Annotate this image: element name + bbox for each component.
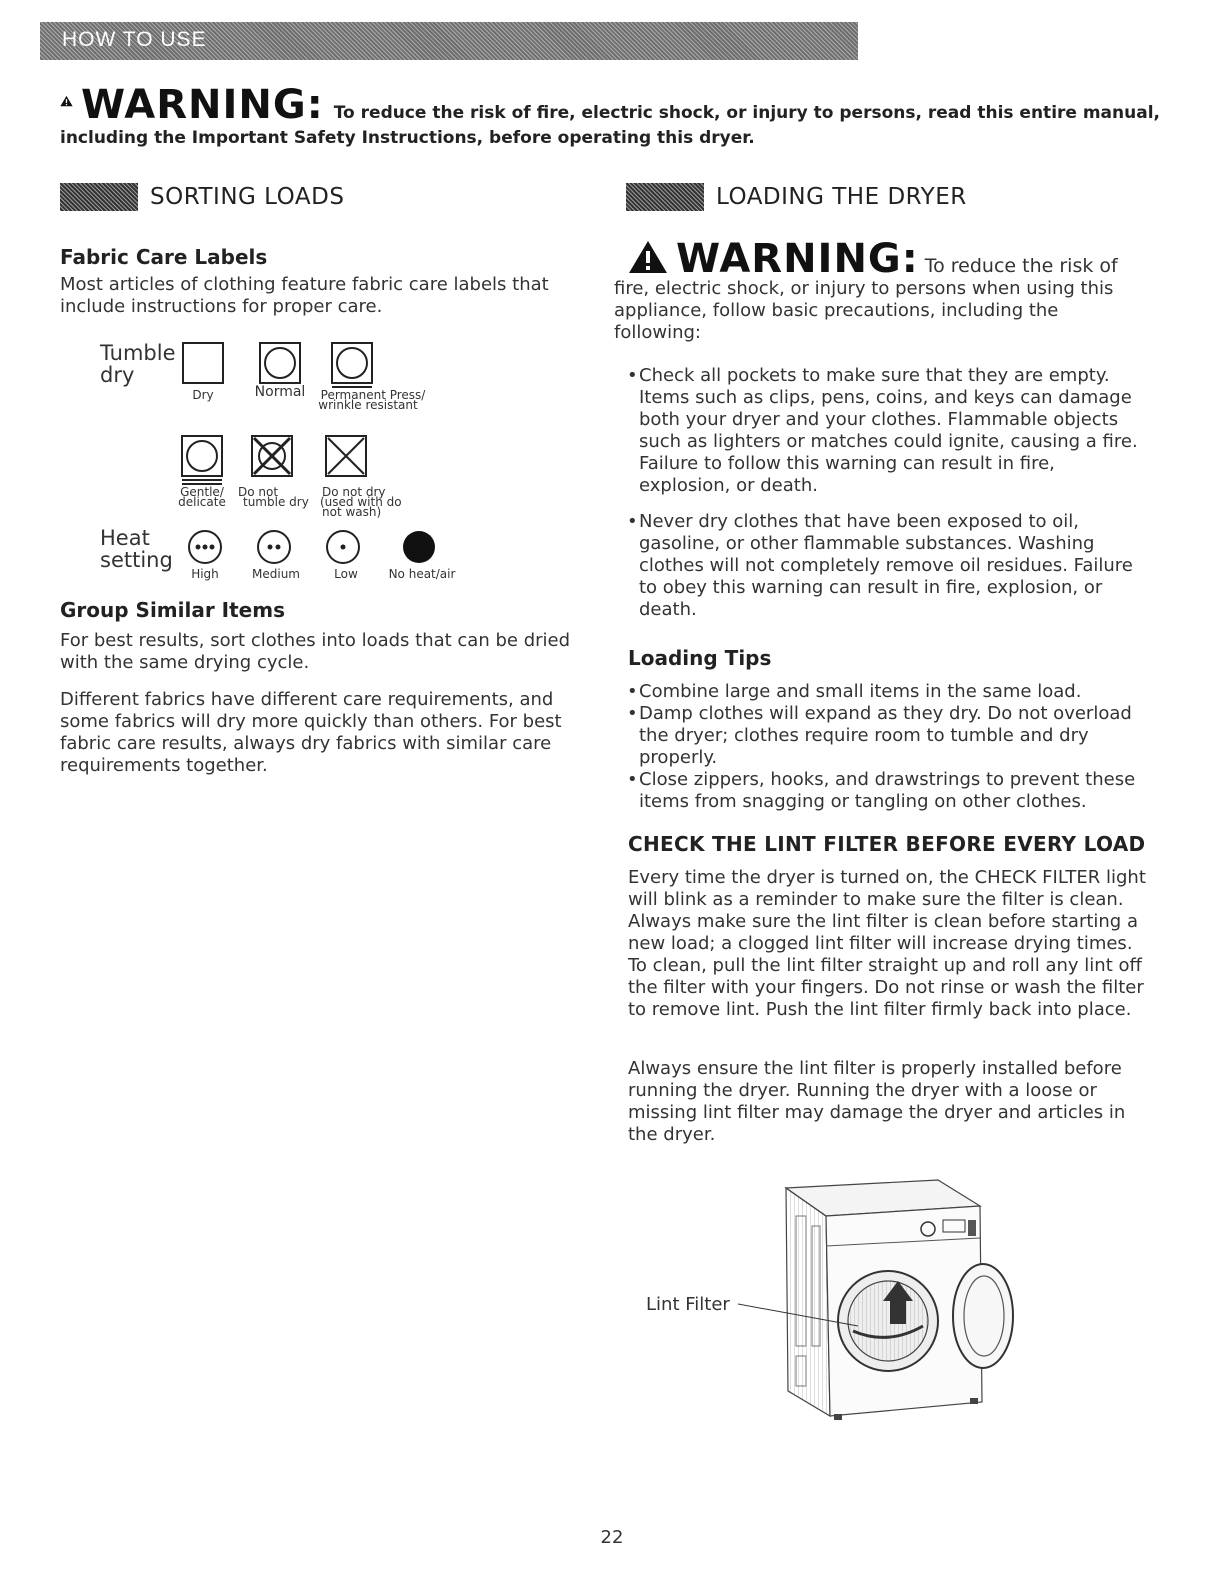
list-item: • Close zippers, hooks, and drawstrings to prevent these items from snagging or tangling on other clothes. [627,769,1149,813]
dry-label: dry [100,363,135,387]
list-item: • Damp clothes will expand as they dry. Do not overload the dryer; clothes require room to tumble and dry properly. [627,703,1149,769]
tumble-dry-icon [181,341,225,385]
group-similar-heading: Group Similar Items [60,598,285,622]
list-item: • Never dry clothes that have been exposed to oil, gasoline, or other flammable substances. Washing clothes will not completely remove oil residues. Failure to obey this warning can result in fire, explosion, or death. [627,511,1149,621]
caption-normal: Normal [254,384,306,400]
do-not-dry-icon [324,434,368,478]
tumble-normal-icon [258,341,302,385]
caption-no-heat: No heat/air [388,567,456,581]
section-bar [626,183,704,211]
caption-dry: Dry [192,388,214,402]
loading-dryer-title: LOADING THE DRYER [716,184,967,210]
permanent-press-icon [330,341,374,389]
warning-triangle-icon [628,240,668,274]
caption-not-wash: not wash) [322,505,382,519]
list-item: • Check all pockets to make sure that they are empty. Items such as clips, pens, coins, and keys can damage both your dryer and your clothes. Flammable objects such as lighters or matches could ignite, causing a fire. Failure to follow this warning can result in fire, explosion, or death. [627,365,1149,497]
lint-filter-p2: Always ensure the lint filter is properly installed before running the dryer. Running the dryer with a loose or missing lint filter may damage the dryer and articles in the dryer. [628,1058,1126,1145]
warning-word: WARNING: [80,82,324,128]
dryer-illustration [738,1176,1028,1426]
lint-filter-label: Lint Filter [646,1294,730,1315]
caption-medium: Medium [252,567,300,581]
caption-high: High [191,567,219,581]
warning-bullet-list [627,365,1149,629]
loading-dryer-header [626,183,967,211]
fabric-care-heading: Fabric Care Labels [60,245,268,269]
loading-warning-word: WARNING: [676,236,919,282]
group-similar-p2: Different fabrics have different care requirements, and some fabrics will dry more quickly than others. For best fabric care results, always dry fabrics with similar care requirements together. [60,689,562,776]
caption-permanent-press: Permanent Press/ [320,388,426,402]
warning-text-line2: including the Important Safety Instructions, before operating this dryer. [60,128,755,148]
sorting-loads-header [60,183,344,211]
caption-low: Low [334,567,358,581]
caption-delicate: delicate [178,495,226,509]
do-not-tumble-dry-icon [250,434,294,478]
heat-low-icon [325,529,361,565]
list-item: • Combine large and small items in the same load. [627,681,1149,703]
section-banner [40,22,858,60]
loading-warning [628,236,1168,282]
sorting-loads-title: SORTING LOADS [150,184,345,210]
caption-tumble-dry: tumble dry [243,495,309,509]
warning-text-line1: To reduce the risk of fire, electric shock, or injury to persons, read this entire manual, [333,103,1160,123]
caption-used-with: (used with do [320,495,402,509]
heat-label: Heat [100,526,150,550]
loading-tips-list [627,681,1149,813]
fabric-care-text: Most articles of clothing feature fabric care labels that include instructions for proper care. [60,274,549,317]
heat-high-icon [187,529,223,565]
banner-label: HOW TO USE [62,28,207,51]
loading-warning-text: fire, electric shock, or injury to persons when using this appliance, follow basic precautions, including the following: [614,278,1114,343]
heat-medium-icon [256,529,292,565]
group-similar-p1: For best results, sort clothes into loads that can be dried with the same drying cycle. [60,630,571,673]
tumble-label: Tumble [100,341,176,365]
caption-wrinkle-resistant: wrinkle resistant [318,398,418,412]
lint-filter-heading: CHECK THE LINT FILTER BEFORE EVERY LOAD [628,832,1146,856]
loading-tips-heading: Loading Tips [628,646,772,670]
page-number: 22 [600,1527,624,1548]
gentle-delicate-icon [180,434,224,486]
no-heat-icon [401,529,437,565]
top-warning [60,82,1160,148]
caption-gentle: Gentle/ [180,485,224,499]
caption-do-not: Do not [238,485,279,499]
warning-triangle-icon [60,84,73,118]
caption-do-not-dry: Do not dry [322,485,386,499]
lint-filter-p1: Every time the dryer is turned on, the CHECK FILTER light will blink as a reminder to make sure the filter is clean. Always make sure the lint filter is clean before starting a new load; a clogged lint filter will increase drying times. To clean, pull the lint filter straight up and roll any lint off the filter with your fingers. Do not rinse or wash the filter to remove lint. Push the lint filter firmly back into place. [628,867,1146,1020]
section-bar [60,183,138,211]
setting-label: setting [100,548,173,572]
loading-warning-lead: To reduce the risk of [924,255,1118,277]
